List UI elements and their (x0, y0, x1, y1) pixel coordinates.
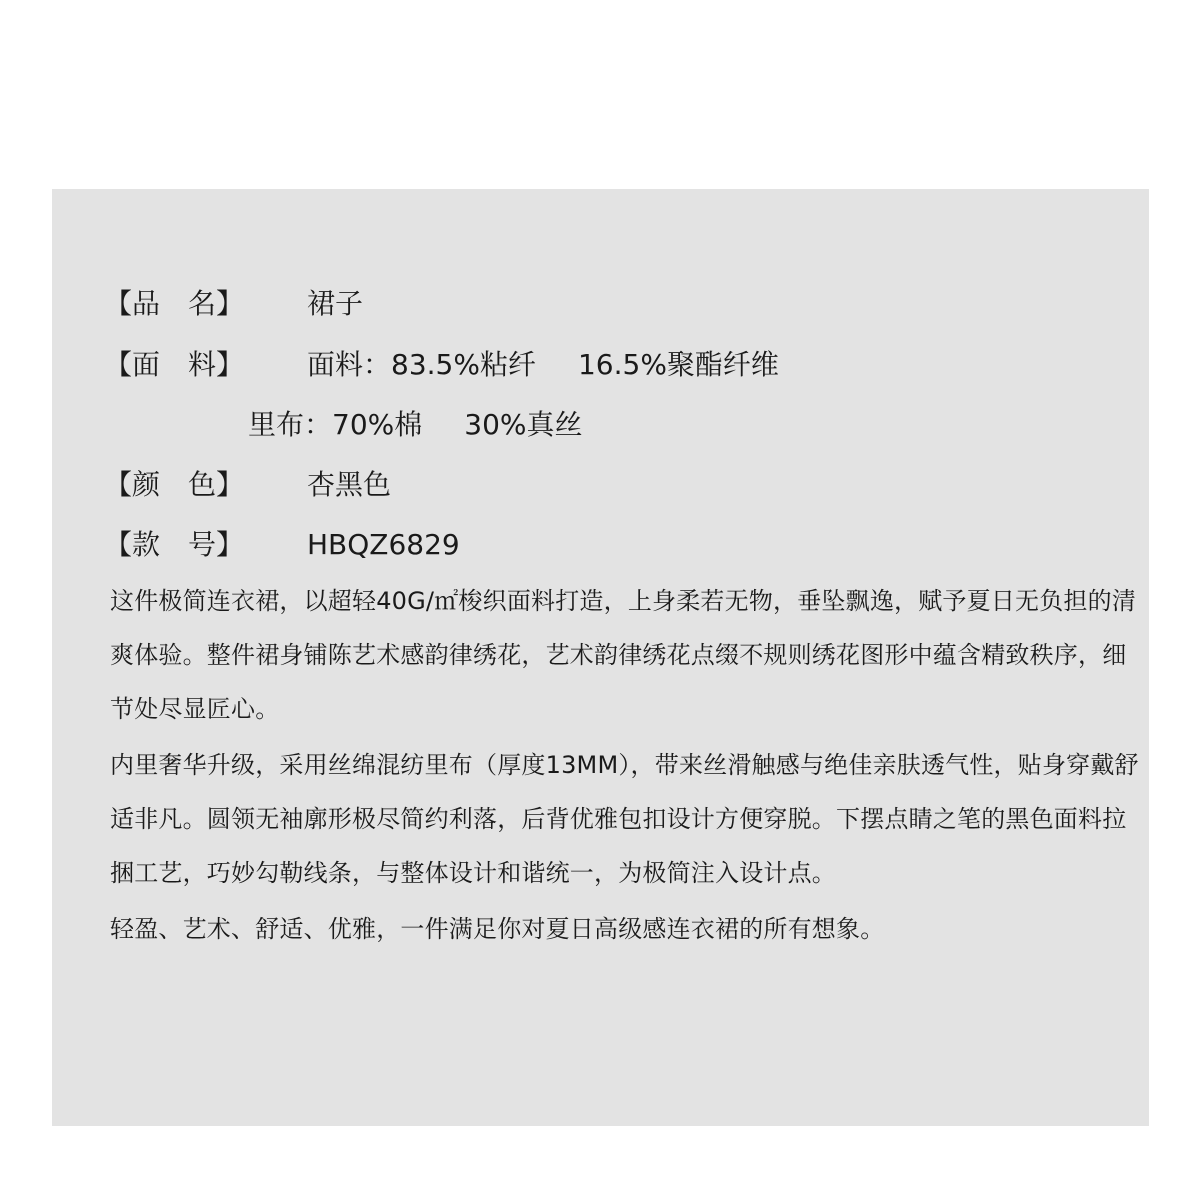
spec-row-style-number (104, 525, 460, 565)
spec-label-color: 【颜 色】 (104, 468, 245, 501)
spec-fabric-part2: 16.5%聚酯纤维 (577, 348, 779, 381)
spec-label-name: 【品 名】 (104, 287, 245, 320)
spec-row-fabric (104, 345, 779, 385)
spec-label-fabric: 【面 料】 (104, 348, 245, 381)
spec-fabric-prefix: 面料： (307, 348, 392, 381)
spec-value-style-number: HBQZ6829 (307, 528, 460, 561)
spec-fabric-part1: 83.5%粘纤 (391, 348, 536, 381)
spec-value-name: 裙子 (307, 287, 364, 320)
spec-lining-part1: 70%棉 (332, 408, 423, 441)
description-paragraph-2: 内里奢华升级，采用丝绵混纺里布（厚度13MM），带来丝滑触感与绝佳亲肤透气性，贴身穿戴舒适非凡。圆领无袖廓形极尽简约利落，后背优雅包扣设计方便穿脱。下摆点睛之笔的黑色面料拉捆工艺，巧妙勾勒线条，与整体设计和谐统一，为极简注入设计点。 (110, 751, 1139, 887)
spec-row-color (104, 465, 391, 505)
product-info-panel (52, 189, 1149, 1126)
spec-row-lining (248, 405, 583, 445)
spec-value-color: 杏黑色 (307, 468, 392, 501)
spec-lining-part2: 30%真丝 (464, 408, 583, 441)
spec-row-name (104, 284, 363, 324)
description-paragraph-3: 轻盈、艺术、舒适、优雅，一件满足你对夏日高级感连衣裙的所有想象。 (110, 915, 885, 943)
spec-label-style-number: 【款 号】 (104, 528, 245, 561)
description-paragraph-1: 这件极简连衣裙，以超轻40G/㎡梭织面料打造，上身柔若无物，垂坠飘逸，赋予夏日无负担的清爽体验。整件裙身铺陈艺术感韵律绣花，艺术韵律绣花点缀不规则绣花图形中蕴含精致秩序，细节处尽显匠心。 (110, 587, 1137, 723)
spec-lining-prefix: 里布： (248, 408, 333, 441)
